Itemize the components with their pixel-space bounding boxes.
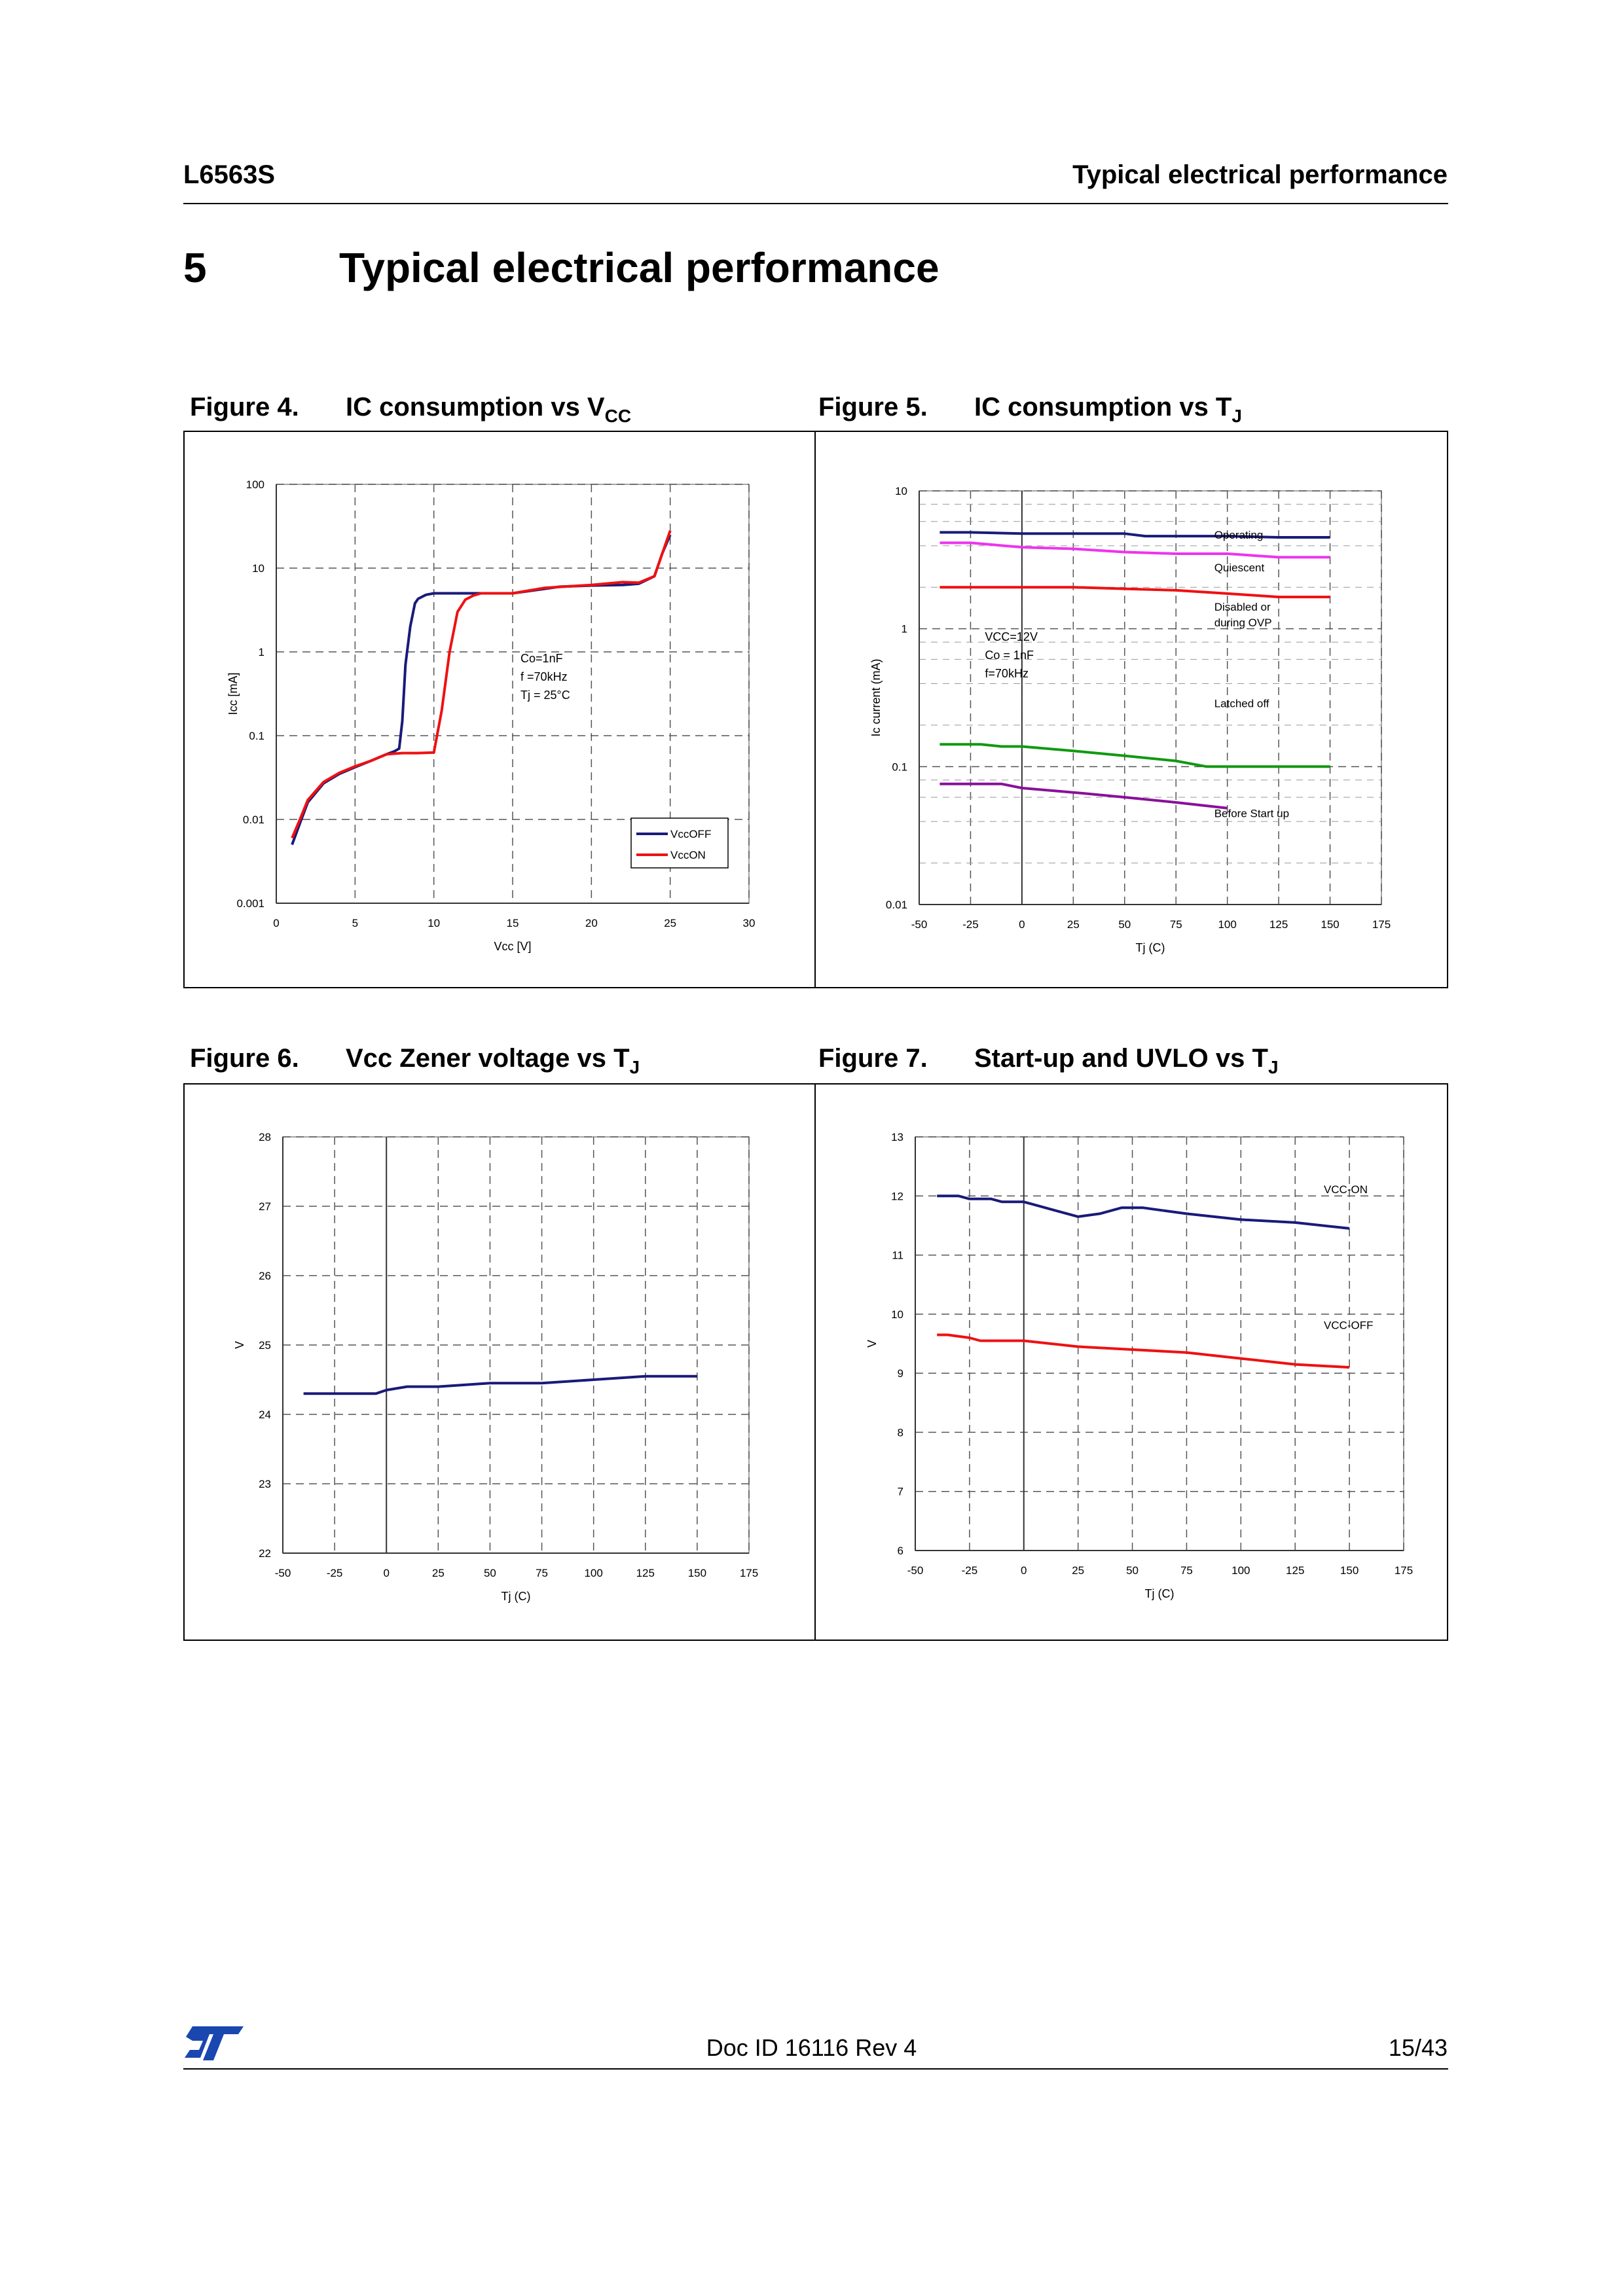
x-tick-label: 25 [664, 917, 677, 929]
y-tick-label: 27 [259, 1200, 271, 1213]
y-tick-label: 9 [897, 1367, 903, 1380]
x-tick-label: 50 [1126, 1564, 1139, 1577]
section-title: Typical electrical performance [339, 244, 939, 291]
series-label: VCC-ON [1323, 1183, 1368, 1196]
x-tick-label: 100 [1218, 918, 1237, 931]
y-tick-label: 0.01 [242, 814, 264, 826]
chart-annotation: Tj = 25°C [520, 688, 570, 702]
x-tick-label: 50 [483, 1567, 496, 1579]
x-tick-label: 50 [1118, 918, 1131, 931]
y-tick-label: 26 [259, 1270, 271, 1282]
x-tick-label: 175 [739, 1567, 759, 1579]
chart-annotation: f =70kHz [520, 670, 568, 683]
y-axis-label: V [866, 1339, 879, 1348]
figure-7-caption [818, 1044, 1279, 1078]
y-tick-label: 0.001 [236, 897, 264, 910]
legend-label: VccON [670, 849, 706, 861]
y-axis-label: Icc [mA] [227, 672, 240, 715]
series-label: Operating [1214, 529, 1264, 542]
x-tick-label: -50 [907, 1564, 924, 1577]
x-tick-label: 10 [428, 917, 441, 929]
y-tick-label: 10 [891, 1308, 903, 1321]
series-label: VCC-OFF [1323, 1319, 1374, 1332]
y-axis-label: V [233, 1340, 246, 1350]
series-label: during OVP [1214, 617, 1272, 630]
figure-title: IC consumption vs T [974, 393, 1232, 422]
x-tick-label: 125 [636, 1567, 655, 1579]
x-axis-label: Tj (C) [501, 1590, 531, 1603]
chart-annotation: f=70kHz [985, 666, 1029, 680]
x-tick-label: 0 [1021, 1564, 1027, 1577]
x-tick-label: 25 [431, 1567, 445, 1579]
chart-startup-uvlo-vs-tj [816, 1085, 1447, 1640]
y-tick-label: 10 [252, 562, 264, 575]
y-tick-label: 0.01 [885, 899, 907, 911]
header-part-number: L6563S [183, 160, 276, 189]
y-tick-label: 7 [897, 1485, 903, 1498]
x-tick-label: 75 [1180, 1564, 1193, 1577]
series-label: Disabled or [1214, 601, 1271, 614]
series-label: Quiescent [1214, 562, 1265, 575]
x-tick-label: -50 [911, 918, 928, 931]
x-tick-label: 0 [1019, 918, 1025, 931]
legend-label: VccOFF [670, 828, 712, 840]
figure-number: Figure 6. [190, 1044, 299, 1073]
chart-annotation: VCC=12V [985, 630, 1038, 643]
y-tick-label: 28 [259, 1131, 271, 1143]
x-tick-label: 25 [1067, 918, 1080, 931]
y-tick-label: 24 [259, 1408, 271, 1421]
x-tick-label: 0 [273, 917, 280, 929]
figure-title: Vcc Zener voltage vs T [346, 1044, 630, 1073]
figure-6-caption [190, 1044, 640, 1078]
footer-page-number: 15/43 [1388, 2034, 1448, 2061]
y-tick-label: 0.1 [892, 761, 907, 774]
x-tick-label: -25 [326, 1567, 343, 1579]
y-tick-label: 100 [246, 478, 264, 491]
y-tick-label: 10 [895, 485, 907, 497]
figure-number: Figure 5. [818, 393, 928, 422]
y-tick-label: 22 [259, 1547, 271, 1560]
figure-number: Figure 7. [818, 1044, 928, 1073]
figure-subscript: J [1231, 406, 1242, 426]
y-tick-label: 12 [891, 1190, 903, 1203]
y-tick-label: 1 [258, 646, 264, 658]
y-tick-label: 13 [891, 1131, 903, 1143]
footer-doc-id: Doc ID 16116 Rev 4 [706, 2034, 917, 2061]
section-number: 5 [183, 244, 207, 291]
x-tick-label: 150 [1340, 1564, 1359, 1577]
chart-ic-consumption-vs-tj [816, 432, 1447, 987]
y-axis-label: Ic current (mA) [869, 658, 883, 737]
x-tick-label: 150 [687, 1567, 707, 1579]
x-tick-label: -25 [961, 1564, 978, 1577]
figure-title: Start-up and UVLO vs T [974, 1044, 1268, 1073]
figure-number: Figure 4. [190, 393, 299, 422]
series-label: Before Start up [1214, 807, 1290, 820]
chart-zener-voltage-vs-tj [185, 1085, 813, 1640]
figure-subscript: J [629, 1057, 640, 1077]
y-tick-label: 6 [897, 1545, 903, 1557]
x-tick-label: 5 [352, 917, 359, 929]
x-tick-label: 75 [536, 1567, 549, 1579]
x-tick-label: 100 [584, 1567, 603, 1579]
x-tick-label: 20 [585, 917, 598, 929]
chart-annotation: Co = 1nF [985, 648, 1034, 662]
x-tick-label: 25 [1072, 1564, 1085, 1577]
x-tick-label: 175 [1372, 918, 1391, 931]
y-tick-label: 23 [259, 1478, 271, 1490]
y-tick-label: 0.1 [249, 730, 264, 742]
y-tick-label: 11 [892, 1249, 903, 1262]
x-tick-label: 150 [1321, 918, 1340, 931]
x-tick-label: 75 [1169, 918, 1182, 931]
figure-5-caption [818, 393, 1242, 427]
y-tick-label: 1 [901, 622, 907, 636]
series-label: Latched off [1214, 697, 1269, 710]
x-axis-label: Vcc [V] [494, 940, 532, 953]
header-rule [183, 203, 1448, 204]
x-tick-label: 100 [1231, 1564, 1250, 1577]
x-tick-label: -25 [962, 918, 979, 931]
x-tick-label: 0 [383, 1567, 390, 1579]
figure-subscript: CC [604, 406, 632, 426]
y-tick-label: 25 [259, 1339, 271, 1352]
x-axis-label: Tj (C) [1144, 1587, 1175, 1600]
figure-title: IC consumption vs V [346, 393, 605, 422]
chart-ic-consumption-vs-vcc [185, 432, 813, 987]
footer-rule [183, 2068, 1448, 2070]
x-tick-label: 30 [742, 917, 756, 929]
chart-annotation: Co=1nF [520, 651, 563, 665]
x-tick-label: 175 [1394, 1564, 1413, 1577]
figure-subscript: J [1267, 1057, 1279, 1077]
x-axis-label: Tj (C) [1135, 941, 1165, 954]
x-tick-label: 15 [506, 917, 519, 929]
header-section-title: Typical electrical performance [1072, 160, 1448, 189]
x-tick-label: 125 [1286, 1564, 1305, 1577]
y-tick-label: 8 [897, 1426, 903, 1439]
figure-4-caption [190, 393, 631, 427]
x-tick-label: 125 [1269, 918, 1288, 931]
x-tick-label: -50 [274, 1567, 291, 1579]
